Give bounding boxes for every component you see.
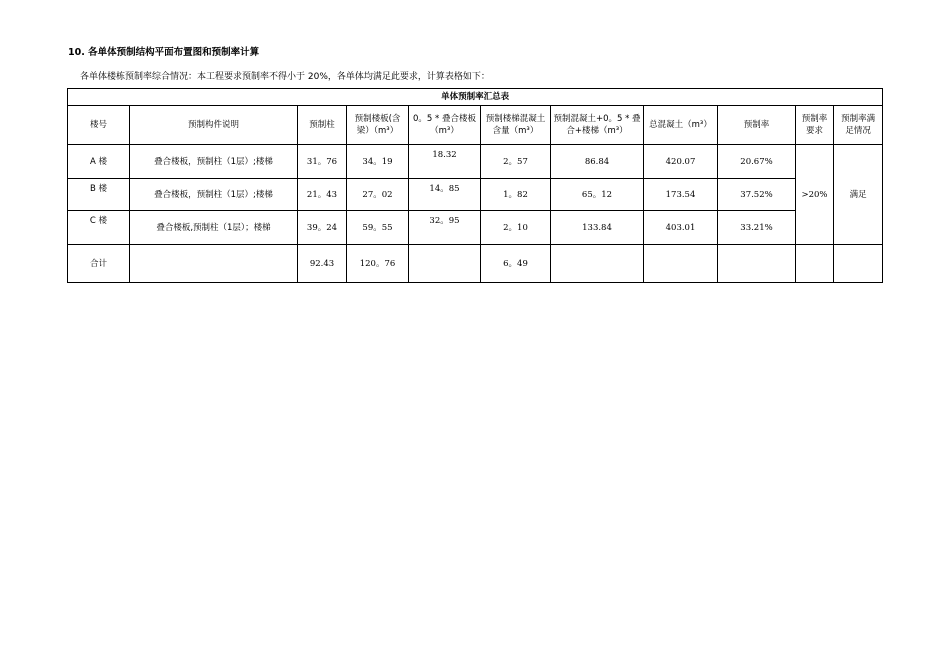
cell-building: A 楼 [68, 145, 130, 179]
cell-rate: 20.67% [718, 145, 796, 179]
header-building: 楼号 [68, 106, 130, 145]
header-stair-concrete-line1: 预制楼梯混凝土 [485, 114, 546, 124]
table-row [68, 211, 883, 245]
header-satisfied [834, 106, 883, 145]
intro-paragraph: 各单体楼栋预制率综合情况：本工程要求预制率不得小于 20%，各单体均满足此要求，计算表格如下： [80, 72, 490, 82]
header-precast-sum-line2: 合+楼梯（m³） [566, 126, 628, 136]
cell-total-label: 合计 [68, 245, 130, 283]
cell-total-concrete: 403.01 [644, 211, 718, 245]
header-precast-slab [347, 106, 409, 145]
cell-satisfied: 满足 [834, 145, 883, 245]
header-total-concrete: 总混凝土（m³） [644, 106, 718, 145]
cell-total-concrete: 420.07 [644, 145, 718, 179]
header-precast-column: 预制柱 [298, 106, 347, 145]
cell-requirement: >20% [796, 145, 834, 245]
header-precast-sum-line1: 预制混凝土+0。5 * 叠 [553, 114, 641, 124]
cell-components: 叠合楼板,预制柱（1层）；楼梯 [130, 211, 298, 245]
cell-precast-slab: 34。19 [347, 145, 409, 179]
cell-rate: 37.52% [718, 179, 796, 211]
cell-precast-slab: 59。55 [347, 211, 409, 245]
cell-precast-sum: 86.84 [551, 145, 644, 179]
cell-precast-slab: 120。76 [347, 245, 409, 283]
header-rate: 预制率 [718, 106, 796, 145]
cell-precast-column: 39。24 [298, 211, 347, 245]
table-title: 单体预制率汇总表 [68, 89, 883, 106]
cell-composite-slab: 32。95 [409, 211, 481, 245]
header-composite-slab [409, 106, 481, 145]
header-precast-slab-line2: 梁）（m³） [356, 126, 399, 136]
cell-stair-concrete: 6。49 [481, 245, 551, 283]
header-stair-concrete-line2: 含量（m³） [492, 126, 539, 136]
table-row [68, 179, 883, 211]
cell-precast-sum [551, 245, 644, 283]
cell-components: 叠合楼板，预制柱（1层）;楼梯 [130, 179, 298, 211]
table-header-row [68, 106, 883, 145]
header-composite-slab-line2: （m³） [430, 126, 459, 136]
cell-components: 叠合楼板，预制柱（1层）;楼梯 [130, 145, 298, 179]
cell-requirement-empty [796, 245, 834, 283]
table-row [68, 145, 883, 179]
cell-precast-column: 31。76 [298, 145, 347, 179]
cell-precast-column: 92.43 [298, 245, 347, 283]
cell-stair-concrete: 2。10 [481, 211, 551, 245]
cell-composite-slab [409, 245, 481, 283]
cell-stair-concrete: 1。82 [481, 179, 551, 211]
header-requirement [796, 106, 834, 145]
cell-rate: 33.21% [718, 211, 796, 245]
header-requirement-line2: 要求 [805, 126, 823, 136]
header-satisfied-line2: 足情况 [845, 126, 871, 136]
precast-rate-summary-table [67, 88, 883, 283]
cell-composite-slab: 14。85 [409, 179, 481, 211]
cell-satisfied-empty [834, 245, 883, 283]
cell-precast-slab: 27。02 [347, 179, 409, 211]
section-heading: 10. 各单体预制结构平面布置图和预制率计算 [68, 47, 260, 58]
cell-components [130, 245, 298, 283]
header-composite-slab-line1: 0。5 * 叠合楼板 [413, 114, 476, 124]
cell-composite-slab: 18.32 [409, 145, 481, 179]
cell-total-concrete: 173.54 [644, 179, 718, 211]
header-requirement-line1: 预制率 [801, 114, 828, 124]
header-components: 预制构件说明 [130, 106, 298, 145]
cell-precast-sum: 65。12 [551, 179, 644, 211]
cell-rate [718, 245, 796, 283]
header-stair-concrete [481, 106, 551, 145]
cell-building: B 楼 [68, 179, 130, 211]
cell-precast-column: 21。43 [298, 179, 347, 211]
table-total-row [68, 245, 883, 283]
header-precast-slab-line1: 预制楼板(含 [354, 114, 401, 124]
cell-building: C 楼 [68, 211, 130, 245]
cell-stair-concrete: 2。57 [481, 145, 551, 179]
cell-total-concrete [644, 245, 718, 283]
cell-precast-sum: 133.84 [551, 211, 644, 245]
header-precast-sum [551, 106, 644, 145]
header-satisfied-line1: 预制率满 [841, 114, 876, 124]
